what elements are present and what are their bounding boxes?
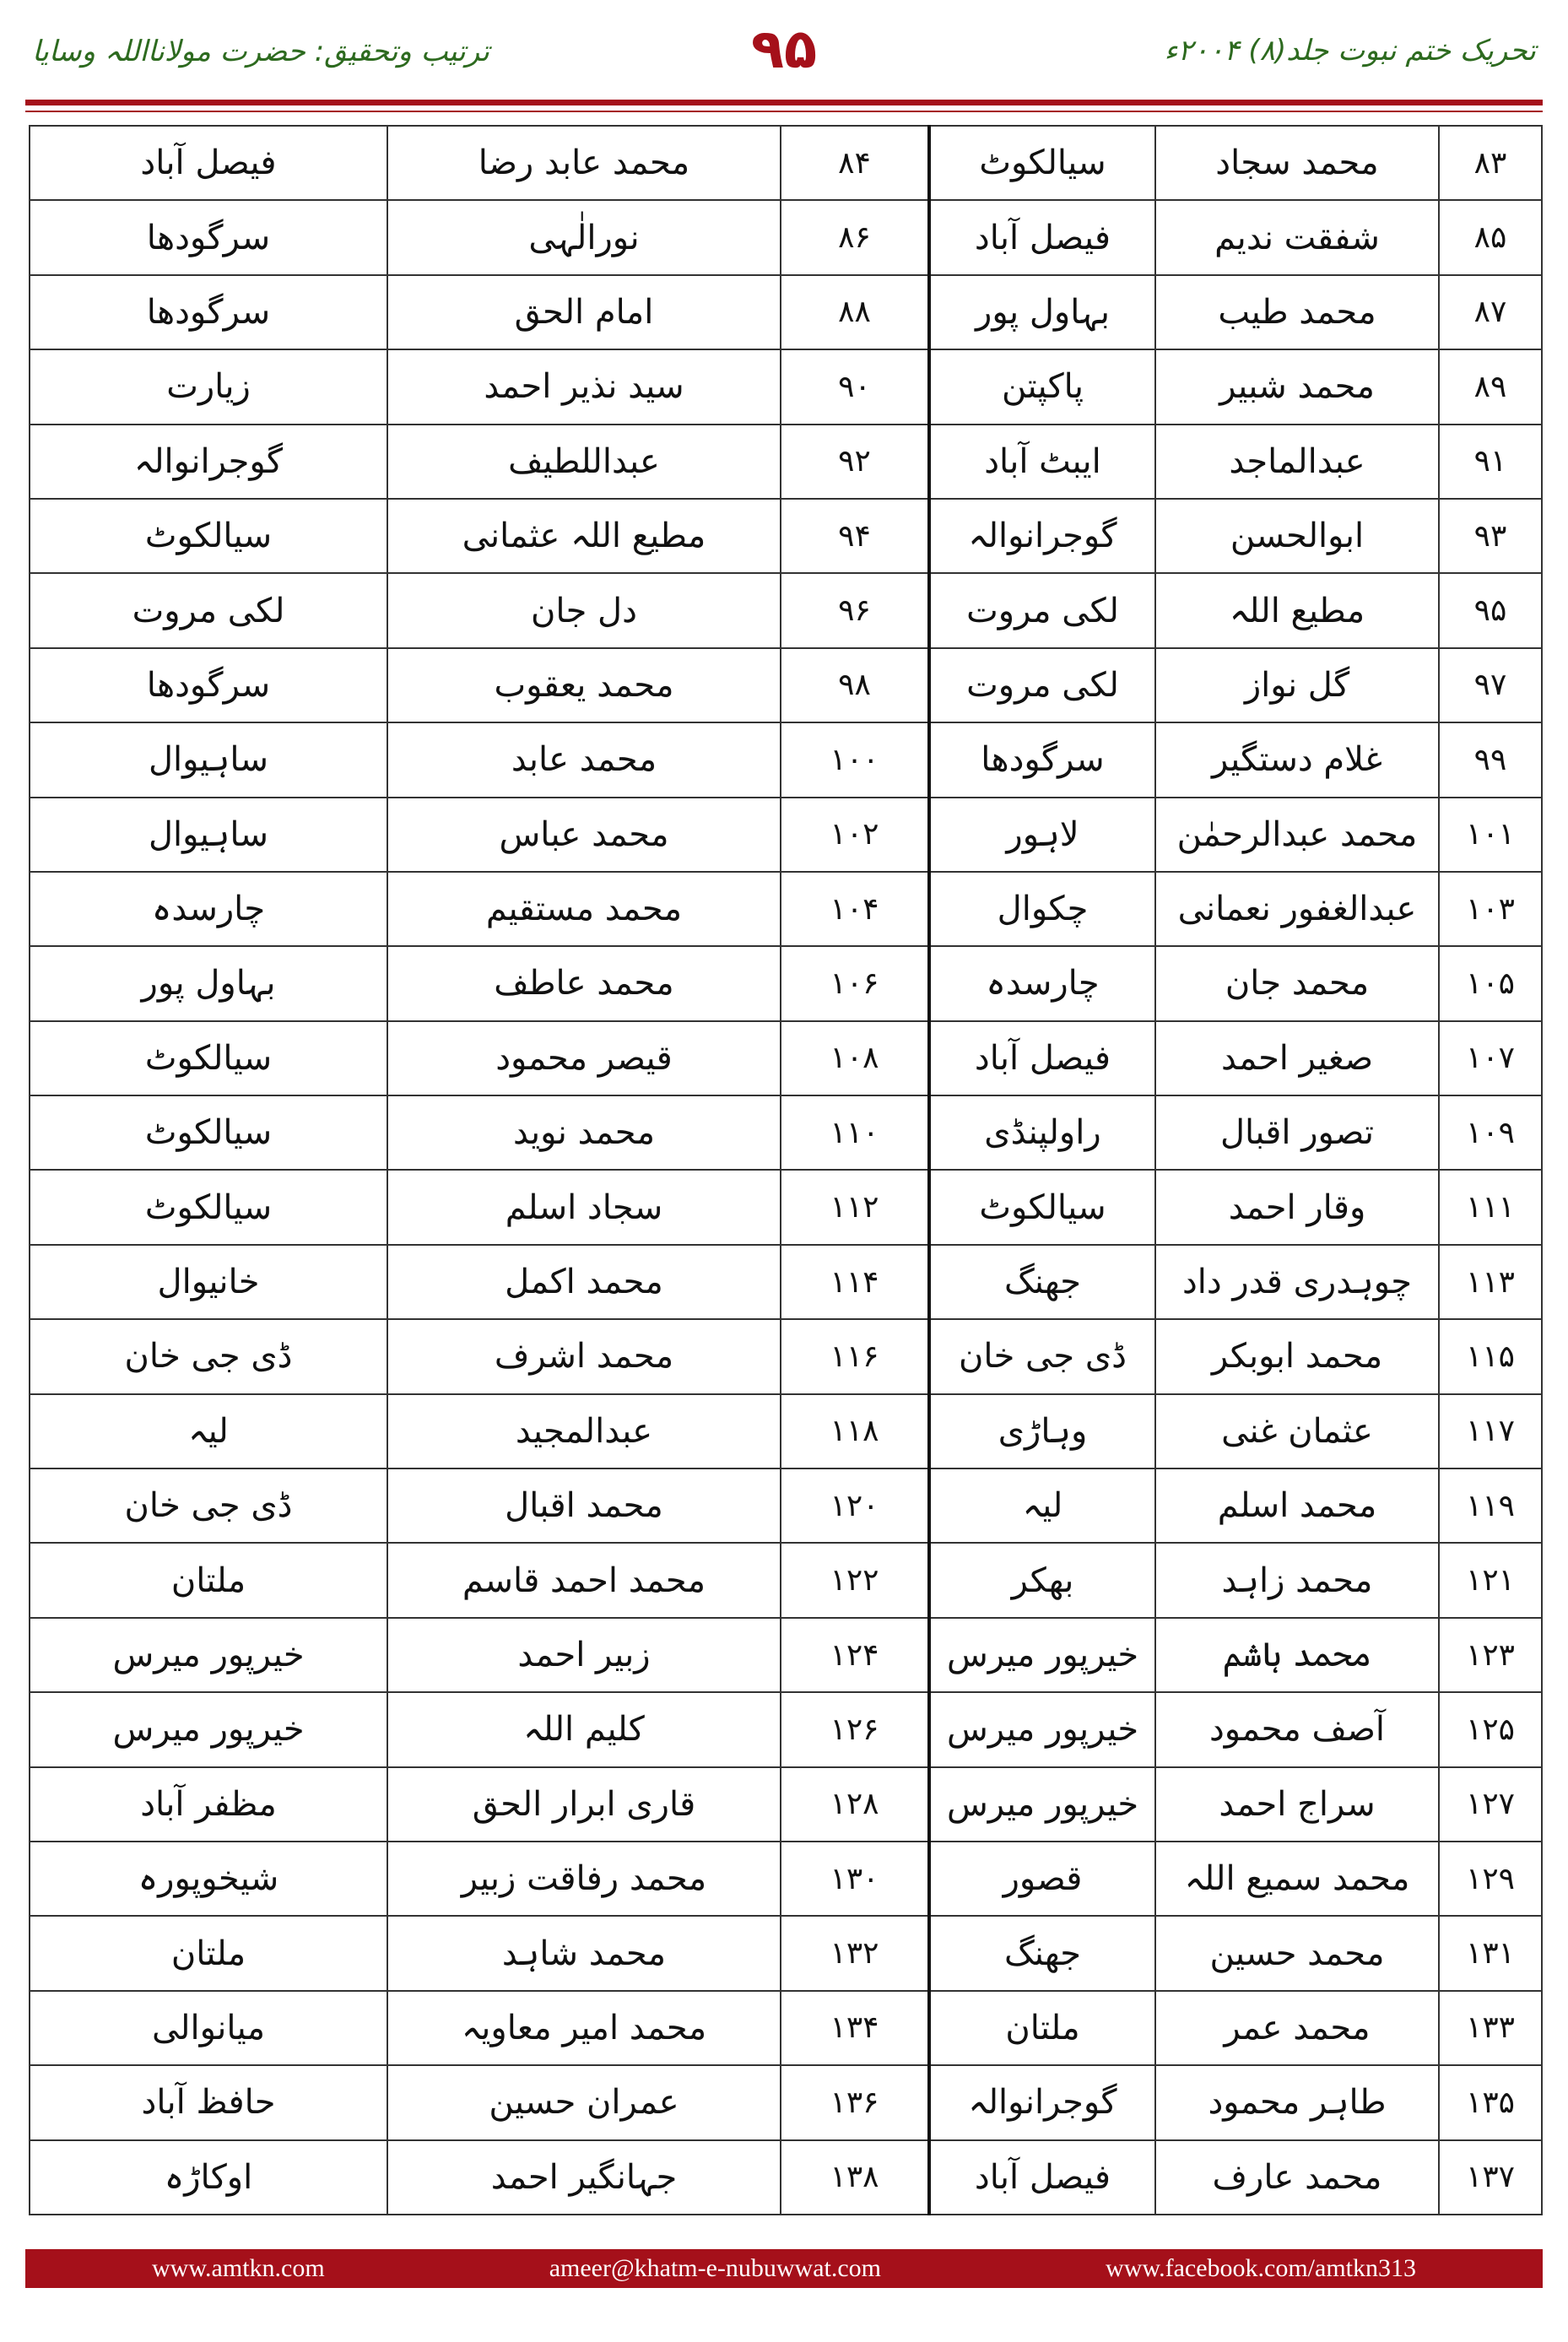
table-row <box>30 798 1542 872</box>
place-name: ملتان <box>929 1991 1155 2065</box>
entry-number: ۱۰۶ <box>781 946 929 1020</box>
place-name: اوکاڑہ <box>30 2140 387 2215</box>
person-name: طاہر محمود <box>1155 2065 1439 2139</box>
entry-number: ۸۶ <box>781 200 929 274</box>
place-name: بہاول پور <box>30 946 387 1020</box>
person-name: محمد زاہد <box>1155 1543 1439 1617</box>
names-table <box>29 125 1543 2215</box>
email-link[interactable]: ameer@khatm-e-nubuwwat.com <box>549 2254 882 2282</box>
person-name: امام الحق <box>387 275 781 349</box>
table-row <box>30 275 1542 349</box>
person-name: محمد رفاقت زبیر <box>387 1842 781 1916</box>
entry-number: ۱۳۵ <box>1439 2065 1542 2139</box>
person-name: غلام دستگیر <box>1155 722 1439 797</box>
person-name: محمد اقبال <box>387 1468 781 1543</box>
table-row <box>30 648 1542 722</box>
person-name: محمد یعقوب <box>387 648 781 722</box>
entry-number: ۱۰۳ <box>1439 872 1542 946</box>
entry-number: ۹۲ <box>781 425 929 499</box>
entry-number: ۱۰۵ <box>1439 946 1542 1020</box>
entry-number: ۹۹ <box>1439 722 1542 797</box>
place-name: چارسدہ <box>929 946 1155 1020</box>
table-row <box>30 872 1542 946</box>
entry-number: ۱۳۷ <box>1439 2140 1542 2215</box>
person-name: قاری ابرار الحق <box>387 1767 781 1842</box>
entry-number: ۱۲۹ <box>1439 1842 1542 1916</box>
place-name: بہاول پور <box>929 275 1155 349</box>
person-name: محمد احمد قاسم <box>387 1543 781 1617</box>
entry-number: ۱۱۸ <box>781 1394 929 1468</box>
entry-number: ۱۲۶ <box>781 1692 929 1766</box>
entry-number: ۸۸ <box>781 275 929 349</box>
entry-number: ۱۰۲ <box>781 798 929 872</box>
book-title: تحریک ختم نبوت جلد(۸) ۲۰۰۴ء <box>1164 34 1536 68</box>
entry-number: ۱۰۱ <box>1439 798 1542 872</box>
place-name: راولپنڈی <box>929 1095 1155 1170</box>
person-name: محمد سجاد <box>1155 126 1439 200</box>
person-name: محمد عباس <box>387 798 781 872</box>
place-name: چارسدہ <box>30 872 387 946</box>
entry-number: ۱۱۲ <box>781 1170 929 1244</box>
place-name: ساہیوال <box>30 722 387 797</box>
entry-number: ۱۲۸ <box>781 1767 929 1842</box>
entry-number: ۱۱۱ <box>1439 1170 1542 1244</box>
place-name: قصور <box>929 1842 1155 1916</box>
entry-number: ۱۳۴ <box>781 1991 929 2065</box>
person-name: محمد جان <box>1155 946 1439 1020</box>
person-name: محمد عارف <box>1155 2140 1439 2215</box>
person-name: سجاد اسلم <box>387 1170 781 1244</box>
person-name: عمران حسین <box>387 2065 781 2139</box>
place-name: خیرپور میرس <box>929 1618 1155 1692</box>
entry-number: ۱۲۲ <box>781 1543 929 1617</box>
place-name: سیالکوٹ <box>30 1095 387 1170</box>
person-name: سراج احمد <box>1155 1767 1439 1842</box>
table-row <box>30 1394 1542 1468</box>
entry-number: ۱۲۴ <box>781 1618 929 1692</box>
person-name: سید نذیر احمد <box>387 349 781 424</box>
place-name: وہاڑی <box>929 1394 1155 1468</box>
entry-number: ۱۲۷ <box>1439 1767 1542 1842</box>
entry-number: ۱۱۴ <box>781 1245 929 1319</box>
person-name: محمد عابد <box>387 722 781 797</box>
entry-number: ۱۳۲ <box>781 1916 929 1990</box>
entry-number: ۹۶ <box>781 573 929 647</box>
place-name: سرگودھا <box>929 722 1155 797</box>
table-row <box>30 573 1542 647</box>
entry-number: ۱۲۱ <box>1439 1543 1542 1617</box>
place-name: زیارت <box>30 349 387 424</box>
names-table-body <box>30 126 1542 2215</box>
person-name: محمد اکمل <box>387 1245 781 1319</box>
table-row <box>30 2065 1542 2139</box>
person-name: دل جان <box>387 573 781 647</box>
place-name: سرگودھا <box>30 275 387 349</box>
place-name: فیصل آباد <box>929 200 1155 274</box>
place-name: ملتان <box>30 1916 387 1990</box>
person-name: محمد مستقیم <box>387 872 781 946</box>
place-name: جھنگ <box>929 1245 1155 1319</box>
person-name: مطیع اللہ <box>1155 573 1439 647</box>
entry-number: ۹۳ <box>1439 499 1542 573</box>
table-row <box>30 722 1542 797</box>
table-row <box>30 1468 1542 1543</box>
place-name: ڈی جی خان <box>30 1468 387 1543</box>
entry-number: ۱۳۶ <box>781 2065 929 2139</box>
person-name: چوہدری قدر داد <box>1155 1245 1439 1319</box>
entry-number: ۸۳ <box>1439 126 1542 200</box>
entry-number: ۱۲۵ <box>1439 1692 1542 1766</box>
table-row <box>30 425 1542 499</box>
place-name: خیرپور میرس <box>30 1692 387 1766</box>
person-name: جہانگیر احمد <box>387 2140 781 2215</box>
person-name: کلیم اللہ <box>387 1692 781 1766</box>
entry-number: ۱۳۸ <box>781 2140 929 2215</box>
place-name: ساہیوال <box>30 798 387 872</box>
entry-number: ۱۱۹ <box>1439 1468 1542 1543</box>
person-name: محمد حسین <box>1155 1916 1439 1990</box>
table-row <box>30 1319 1542 1393</box>
person-name: محمد شبیر <box>1155 349 1439 424</box>
person-name: وقار احمد <box>1155 1170 1439 1244</box>
entry-number: ۱۳۰ <box>781 1842 929 1916</box>
place-name: پاکپتن <box>929 349 1155 424</box>
entry-number: ۹۷ <box>1439 648 1542 722</box>
entry-number: ۱۱۵ <box>1439 1319 1542 1393</box>
table-row <box>30 946 1542 1020</box>
place-name: سیالکوٹ <box>30 499 387 573</box>
entry-number: ۸۷ <box>1439 275 1542 349</box>
place-name: خیرپور میرس <box>30 1618 387 1692</box>
table-row <box>30 126 1542 200</box>
entry-number: ۱۳۳ <box>1439 1991 1542 2065</box>
place-name: خیرپور میرس <box>929 1767 1155 1842</box>
place-name: گوجرانوالہ <box>30 425 387 499</box>
table-row <box>30 1618 1542 1692</box>
entry-number: ۹۸ <box>781 648 929 722</box>
table-row <box>30 1095 1542 1170</box>
entry-number: ۱۳۱ <box>1439 1916 1542 1990</box>
table-row <box>30 1692 1542 1766</box>
page-footer <box>25 2249 1543 2288</box>
person-name: زبیر احمد <box>387 1618 781 1692</box>
person-name: مطیع اللہ عثمانی <box>387 499 781 573</box>
entry-number: ۱۱۳ <box>1439 1245 1542 1319</box>
table-row <box>30 2140 1542 2215</box>
entry-number: ۹۰ <box>781 349 929 424</box>
place-name: سیالکوٹ <box>929 126 1155 200</box>
place-name: ملتان <box>30 1543 387 1617</box>
entry-number: ۱۰۷ <box>1439 1021 1542 1095</box>
person-name: آصف محمود <box>1155 1692 1439 1766</box>
person-name: گل نواز <box>1155 648 1439 722</box>
person-name: ابوالحسن <box>1155 499 1439 573</box>
place-name: ڈی جی خان <box>30 1319 387 1393</box>
place-name: فیصل آباد <box>929 2140 1155 2215</box>
place-name: میانوالی <box>30 1991 387 2065</box>
person-name: محمد عمر <box>1155 1991 1439 2065</box>
place-name: لیہ <box>929 1468 1155 1543</box>
person-name: محمد اسلم <box>1155 1468 1439 1543</box>
place-name: بھکر <box>929 1543 1155 1617</box>
table-row <box>30 349 1542 424</box>
place-name: گوجرانوالہ <box>929 2065 1155 2139</box>
person-name: عثمان غنی <box>1155 1394 1439 1468</box>
website-link[interactable]: www.amtkn.com <box>152 2254 325 2282</box>
page-number: ۹۵ <box>750 19 818 81</box>
place-name: سیالکوٹ <box>30 1170 387 1244</box>
person-name: نورالٰہی <box>387 200 781 274</box>
place-name: شیخوپورہ <box>30 1842 387 1916</box>
entry-number: ۹۵ <box>1439 573 1542 647</box>
entry-number: ۱۰۸ <box>781 1021 929 1095</box>
place-name: لکی مروت <box>30 573 387 647</box>
place-name: لکی مروت <box>929 573 1155 647</box>
person-name: محمد اشرف <box>387 1319 781 1393</box>
person-name: عبدالماجد <box>1155 425 1439 499</box>
place-name: لیہ <box>30 1394 387 1468</box>
person-name: عبدالمجید <box>387 1394 781 1468</box>
table-row <box>30 200 1542 274</box>
entry-number: ۱۲۰ <box>781 1468 929 1543</box>
table-row <box>30 1170 1542 1244</box>
person-name: محمد سمیع اللہ <box>1155 1842 1439 1916</box>
table-row <box>30 499 1542 573</box>
person-name: تصور اقبال <box>1155 1095 1439 1170</box>
person-name: محمد نوید <box>387 1095 781 1170</box>
entry-number: ۸۹ <box>1439 349 1542 424</box>
person-name: محمد عابد رضا <box>387 126 781 200</box>
place-name: حافظ آباد <box>30 2065 387 2139</box>
place-name: ڈی جی خان <box>929 1319 1155 1393</box>
person-name: محمد ہاشم <box>1155 1618 1439 1692</box>
place-name: سیالکوٹ <box>30 1021 387 1095</box>
table-row <box>30 1916 1542 1990</box>
place-name: فیصل آباد <box>929 1021 1155 1095</box>
entry-number: ۸۵ <box>1439 200 1542 274</box>
entry-number: ۱۱۰ <box>781 1095 929 1170</box>
entry-number: ۱۰۴ <box>781 872 929 946</box>
table-row <box>30 1021 1542 1095</box>
table-row <box>30 1245 1542 1319</box>
entry-number: ۸۴ <box>781 126 929 200</box>
person-name: صغیر احمد <box>1155 1021 1439 1095</box>
entry-number: ۱۱۷ <box>1439 1394 1542 1468</box>
place-name: خیرپور میرس <box>929 1692 1155 1766</box>
person-name: محمد عبدالرحمٰن <box>1155 798 1439 872</box>
place-name: سیالکوٹ <box>929 1170 1155 1244</box>
entry-number: ۹۴ <box>781 499 929 573</box>
table-row <box>30 1991 1542 2065</box>
place-name: جھنگ <box>929 1916 1155 1990</box>
person-name: قیصر محمود <box>387 1021 781 1095</box>
entry-number: ۱۰۹ <box>1439 1095 1542 1170</box>
place-name: سرگودھا <box>30 200 387 274</box>
place-name: گوجرانوالہ <box>929 499 1155 573</box>
table-row <box>30 1842 1542 1916</box>
place-name: مظفر آباد <box>30 1767 387 1842</box>
person-name: عبداللطیف <box>387 425 781 499</box>
entry-number: ۱۱۶ <box>781 1319 929 1393</box>
person-name: شفقت ندیم <box>1155 200 1439 274</box>
table-row <box>30 1543 1542 1617</box>
facebook-link[interactable]: www.facebook.com/amtkn313 <box>1106 2254 1416 2282</box>
page-header <box>0 0 1568 110</box>
entry-number: ۱۰۰ <box>781 722 929 797</box>
person-name: محمد طیب <box>1155 275 1439 349</box>
entry-number: ۹۱ <box>1439 425 1542 499</box>
person-name: محمد امیر معاویہ <box>387 1991 781 2065</box>
person-name: محمد عاطف <box>387 946 781 1020</box>
header-rule-thick <box>25 100 1543 105</box>
place-name: لاہور <box>929 798 1155 872</box>
person-name: محمد ابوبکر <box>1155 1319 1439 1393</box>
person-name: عبدالغفور نعمانی <box>1155 872 1439 946</box>
place-name: ایبٹ آباد <box>929 425 1155 499</box>
compiler-credit: ترتیب وتحقیق: حضرت مولانااللہ وسایا <box>32 35 489 68</box>
header-rule-thin <box>25 111 1543 112</box>
place-name: سرگودھا <box>30 648 387 722</box>
place-name: فیصل آباد <box>30 126 387 200</box>
place-name: چکوال <box>929 872 1155 946</box>
place-name: لکی مروت <box>929 648 1155 722</box>
person-name: محمد شاہد <box>387 1916 781 1990</box>
place-name: خانیوال <box>30 1245 387 1319</box>
entry-number: ۱۲۳ <box>1439 1618 1542 1692</box>
table-row <box>30 1767 1542 1842</box>
